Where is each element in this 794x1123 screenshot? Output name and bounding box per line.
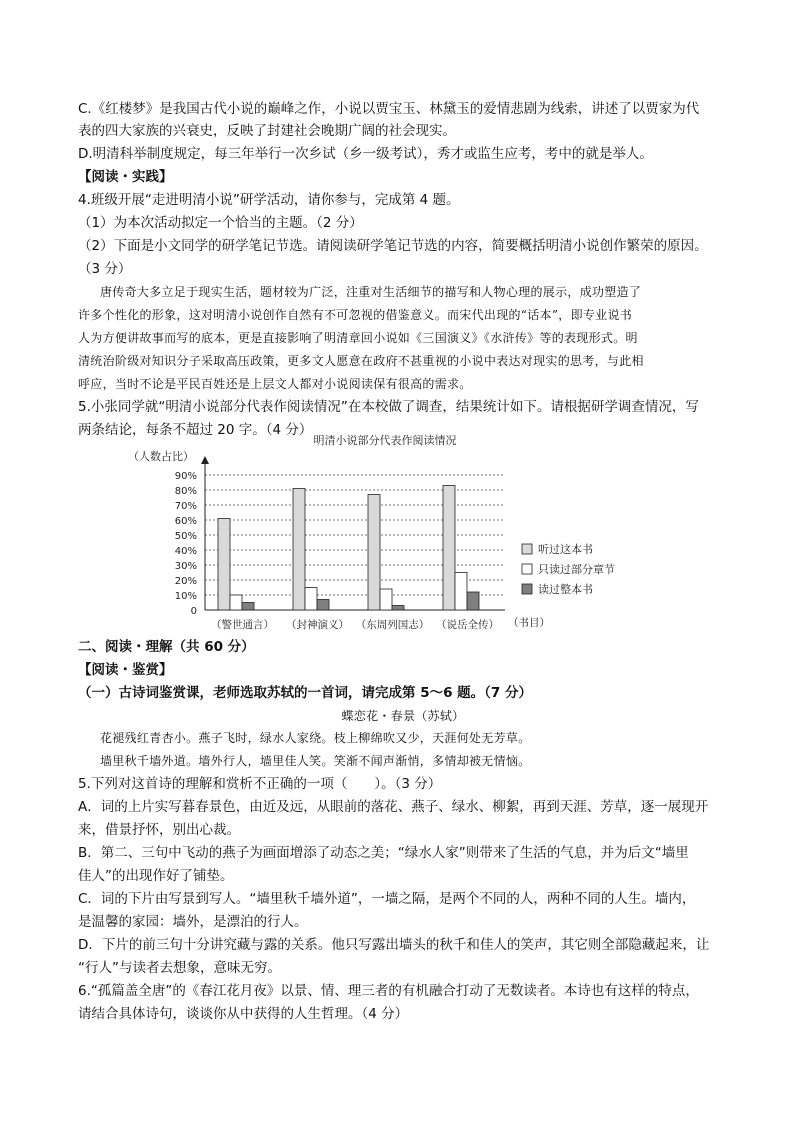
option-b-line2: 佳人”的出现作好了铺垫。: [78, 868, 234, 884]
y-tick-label: 30%: [174, 561, 197, 572]
question-4-1: （1）为本次活动拟定一个恰当的主题。（2 分）: [78, 215, 363, 231]
option-d-line2: “行人”与读者去想象，意味无穷。: [78, 960, 281, 976]
y-tick-label: 90%: [174, 471, 197, 482]
question-6a: 6.“孤篇盖全唐”的《春江花月夜》以景、情、理三者的有机融合打动了无数读者。本诗也有这样的特点，: [78, 983, 699, 999]
question-4-2a: （2）下面是小文同学的研学笔记节选。请阅读研学笔记节选的内容，简要概括明清小说创作繁荣的原因。: [78, 238, 708, 254]
option-c-line1: C.《红楼梦》是我国古代小说的巅峰之作，小说以贾宝玉、林黛玉的爱情悲剧为线索，讲述了以贾家为代: [78, 101, 700, 117]
question-5b: 两条结论，每条不超过 20 字。（4 分）: [78, 422, 313, 438]
option-d-line1: D.明清科举制度规定，每三年举行一次乡试（乡一级考试），秀才或监生应考，考中的就是举人。: [78, 146, 653, 162]
y-tick-label: 70%: [174, 501, 197, 512]
y-tick-label: 50%: [174, 531, 197, 542]
section-2-title: 二、阅读・理解（共 60 分）: [78, 639, 255, 655]
chart-x-label: （书目）: [508, 617, 550, 629]
option-a-line2: 来，借景抒怀，别出心裁。: [78, 822, 240, 838]
x-tick-label: （说岳全传）: [436, 619, 499, 631]
x-tick-label: （封神演义）: [286, 619, 349, 631]
practice-header: 【阅读・实践】: [78, 169, 173, 185]
note-line: 呼应，当时不论是平民百姓还是上层文人都对小说阅读保有很高的需求。: [78, 377, 472, 391]
chart-y-label: （人数占比）: [128, 450, 194, 463]
option-c-line2: 是温馨的家园：墙外，是漂泊的行人。: [78, 914, 308, 930]
bar: [368, 495, 380, 611]
y-tick-label: 60%: [174, 516, 197, 527]
x-tick-label: （东周列国志）: [355, 619, 430, 631]
bar: [230, 595, 242, 610]
bar: [317, 600, 329, 611]
appreciation-header: 【阅读・鉴赏】: [78, 662, 173, 678]
bar: [455, 573, 467, 611]
poem-line-2: 墙里秋千墙外道。墙外行人，墙里佳人笑。笑渐不闻声渐悄，多情却被无情恼。: [100, 754, 531, 768]
bar: [218, 519, 230, 611]
bar: [242, 603, 254, 611]
legend-swatch: [522, 564, 532, 574]
y-tick-label: 10%: [174, 591, 197, 602]
bar: [293, 489, 305, 611]
option-b-line1: B．第二、三句中飞动的燕子为画面增添了动态之美；“绿水人家”则带来了生活的气息，并为后文“墙里: [78, 845, 689, 861]
legend-swatch: [522, 544, 532, 554]
question-4: 4.班级开展“走进明清小说”研学活动，请你参与，完成第 4 题。: [78, 192, 460, 208]
option-a-line1: A．词的上片实写暮春景色，由近及远，从眼前的落花、燕子、绿水、柳絮，再到天涯、芳草，逐一展现开: [78, 799, 709, 815]
reading-survey-chart: [120, 430, 660, 635]
bar: [380, 589, 392, 610]
option-c-line2: 表的四大家族的兴衰史，反映了封建社会晚期广阔的社会现实。: [78, 123, 456, 139]
bar: [443, 486, 455, 611]
y-axis-arrow: [201, 456, 209, 464]
option-c-line1: C．词的下片由写景到写人。“墙里秋千墙外道”，一墙之隔，是两个不同的人，两种不同的人生。墙内，: [78, 891, 696, 907]
y-tick-label: 0: [190, 606, 197, 617]
legend-label: 听过这本书: [538, 543, 593, 556]
legend-label: 读过整本书: [538, 583, 593, 596]
bar: [392, 606, 404, 611]
poem-title: 蝶恋花・春景（苏轼）: [341, 709, 465, 723]
y-tick-label: 20%: [174, 576, 197, 587]
y-tick-label: 80%: [174, 486, 197, 497]
note-line: 许多个性化的形象，这对明清小说创作自然有不可忽视的借鉴意义。而宋代出现的“话本”，即专业说书: [78, 308, 633, 322]
legend-swatch: [522, 584, 532, 594]
poem-line-1: 花褪残红青杏小。燕子飞时，绿水人家绕。枝上柳绵吹又少，天涯何处无芳草。: [100, 731, 531, 745]
question-5: 5.下列对这首诗的理解和赏析不正确的一项（ ）。（3 分）: [78, 776, 442, 792]
legend-label: 只读过部分章节: [538, 563, 615, 576]
note-line: 人为方便讲故事而写的底本，更是直接影响了明清章回小说如《三国演义》《水浒传》等的表现形式。明: [78, 331, 638, 345]
question-4-2b: （3 分）: [78, 261, 132, 277]
chart-title: 明清小说部分代表作阅读情况: [313, 434, 457, 447]
question-6b: 请结合具体诗句，谈谈你从中获得的人生哲理。（4 分）: [78, 1006, 409, 1022]
bar: [467, 592, 479, 610]
option-d-line1: D．下片的前三句十分讲究藏与露的关系。他只写露出墙头的秋千和佳人的笑声，其它则全部隐藏起来，让: [78, 937, 710, 953]
note-line: 唐传奇大多立足于现实生活，题材较为广泛，注重对生活细节的描写和人物心理的展示，成功塑造了: [100, 285, 642, 299]
y-tick-label: 40%: [174, 546, 197, 557]
x-tick-label: （警世通言）: [211, 619, 274, 631]
note-line: 清统治阶级对知识分子采取高压政策，更多文人愿意在政府不甚重视的小说中表达对现实的思考，与此相: [78, 354, 644, 368]
question-5a: 5.小张同学就“明清小说部分代表作阅读情况”在本校做了调查，结果统计如下。请根据研学调查情况，写: [78, 399, 699, 415]
bar: [305, 588, 317, 611]
poem-intro: （一）古诗词鉴赏课，老师选取苏轼的一首词，请完成第 5～6 题。（7 分）: [78, 685, 533, 701]
